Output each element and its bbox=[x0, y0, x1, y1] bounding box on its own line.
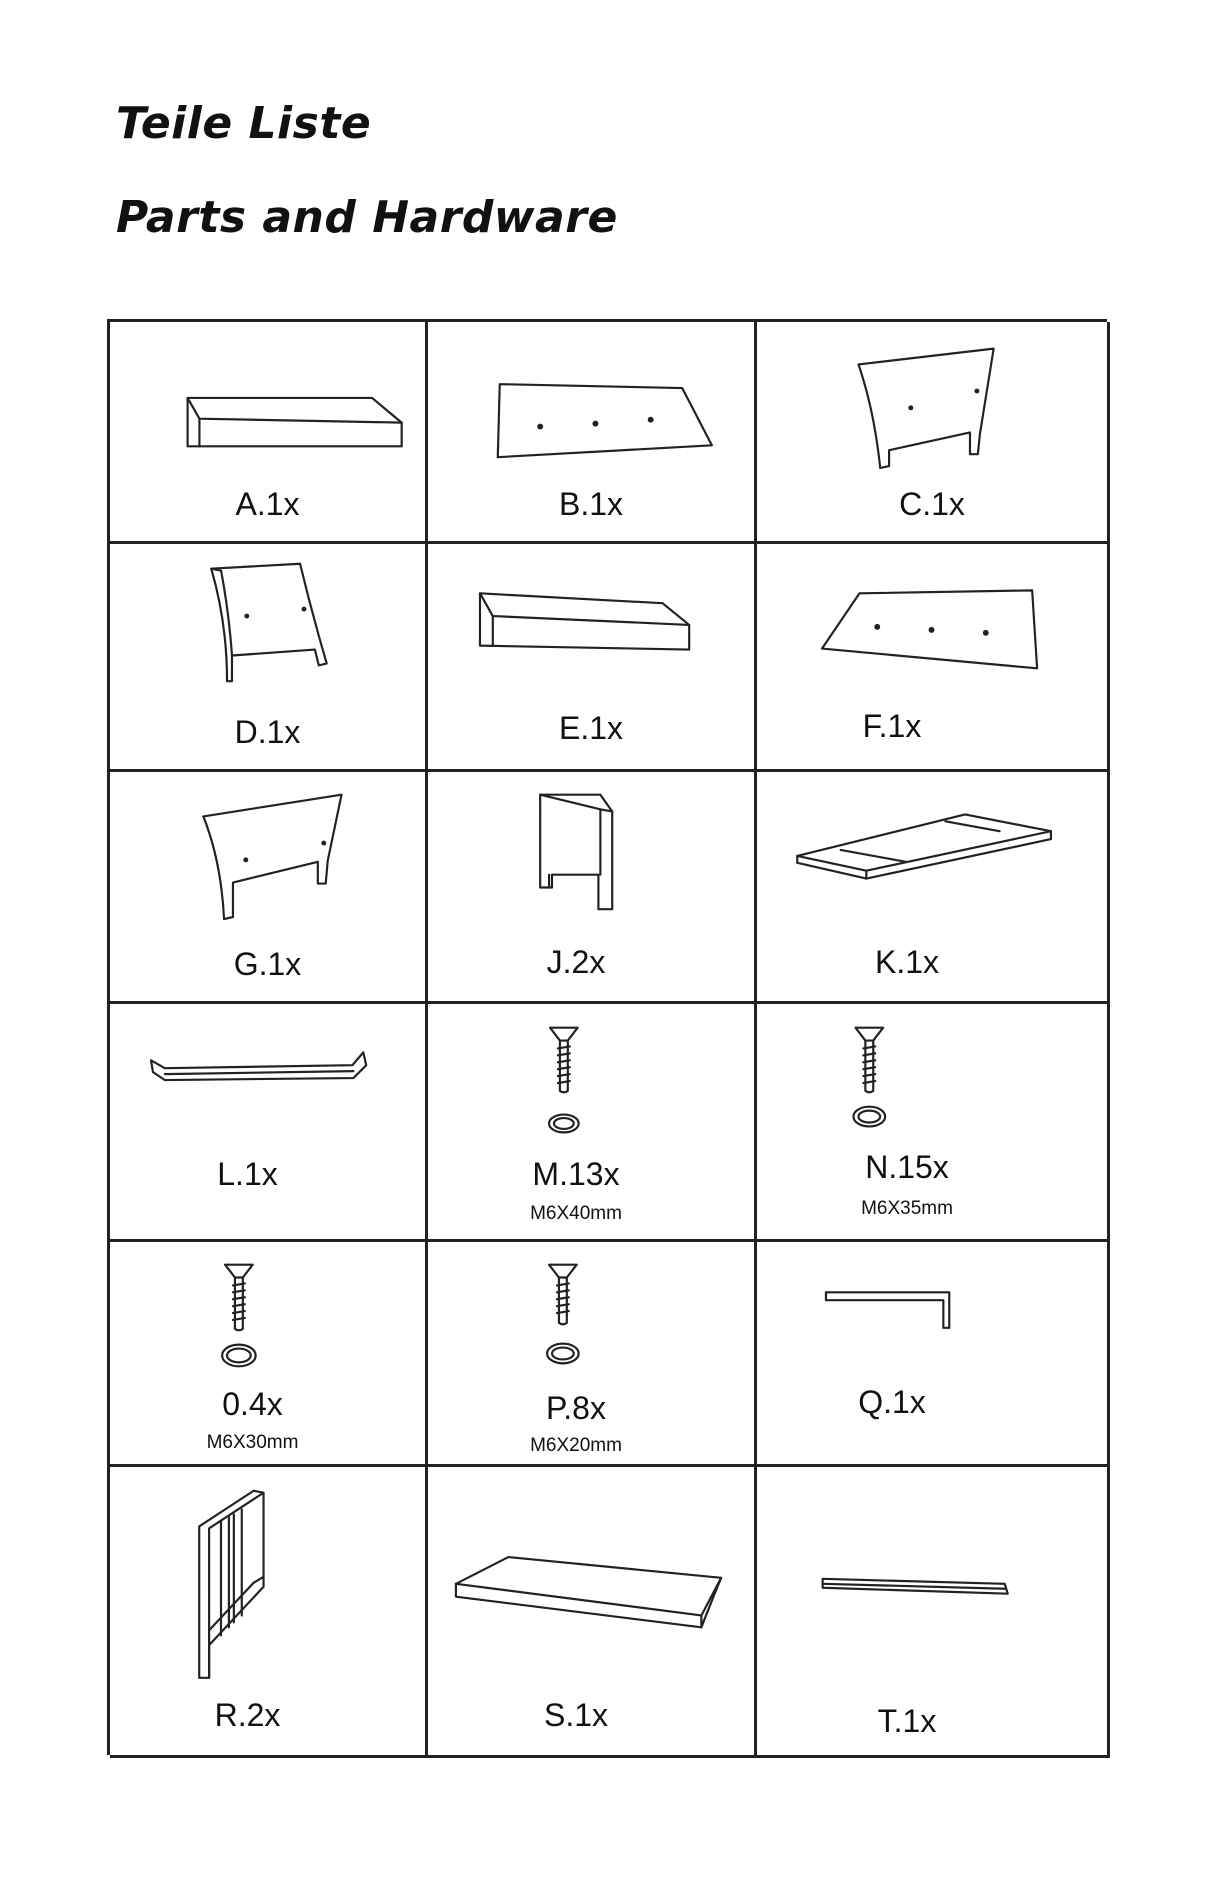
part-c-label: C.1x bbox=[899, 486, 965, 522]
part-r-label: R.2x bbox=[214, 1697, 281, 1733]
part-g-label: G.1x bbox=[233, 946, 302, 982]
title-german: Teile Liste bbox=[116, 98, 372, 149]
part-j-label: J.2x bbox=[546, 944, 606, 980]
part-l-label: L.1x bbox=[217, 1156, 278, 1192]
part-n-cell bbox=[757, 1004, 1110, 1242]
bolt-washer-icon bbox=[428, 1242, 754, 1464]
part-a-cell bbox=[110, 322, 428, 544]
part-m-spec: M6X40mm bbox=[530, 1203, 622, 1224]
bolt-washer-icon bbox=[110, 1242, 425, 1464]
part-q-label: Q.1x bbox=[858, 1384, 926, 1420]
part-g-cell bbox=[110, 772, 428, 1004]
part-s-label: S.1x bbox=[543, 1697, 609, 1733]
part-t-cell bbox=[757, 1467, 1110, 1758]
part-n-label: N.15x bbox=[865, 1149, 949, 1185]
part-r-cell bbox=[110, 1467, 428, 1758]
part-n-spec: M6X35mm bbox=[861, 1198, 953, 1219]
part-k-label: K.1x bbox=[874, 944, 940, 980]
part-d-cell bbox=[110, 544, 428, 772]
part-q-cell bbox=[757, 1242, 1110, 1467]
part-t-label: T.1x bbox=[877, 1703, 937, 1739]
part-0-cell bbox=[110, 1242, 428, 1467]
part-a-label: A.1x bbox=[235, 486, 300, 522]
part-c-cell bbox=[757, 322, 1110, 544]
title-english: Parts and Hardware bbox=[116, 192, 618, 243]
part-p-label: P.8x bbox=[546, 1390, 606, 1426]
part-p-cell bbox=[428, 1242, 757, 1467]
part-m-label: M.13x bbox=[532, 1156, 620, 1192]
parts-grid bbox=[107, 319, 1107, 1755]
part-l-cell bbox=[110, 1004, 428, 1242]
part-k-cell bbox=[757, 772, 1110, 1004]
part-p-spec: M6X20mm bbox=[530, 1435, 622, 1456]
part-d-label: D.1x bbox=[234, 714, 301, 750]
part-f-label: F.1x bbox=[862, 708, 922, 744]
allen-key-icon bbox=[757, 1242, 1107, 1464]
part-0-spec: M6X30mm bbox=[206, 1432, 299, 1453]
part-f-cell bbox=[757, 544, 1110, 772]
part-b-cell bbox=[428, 322, 757, 544]
part-e-label: E.1x bbox=[558, 710, 624, 746]
part-b-label: B.1x bbox=[558, 486, 624, 522]
metal-bracket-icon bbox=[110, 1004, 425, 1239]
part-0-label: 0.4x bbox=[222, 1386, 283, 1422]
